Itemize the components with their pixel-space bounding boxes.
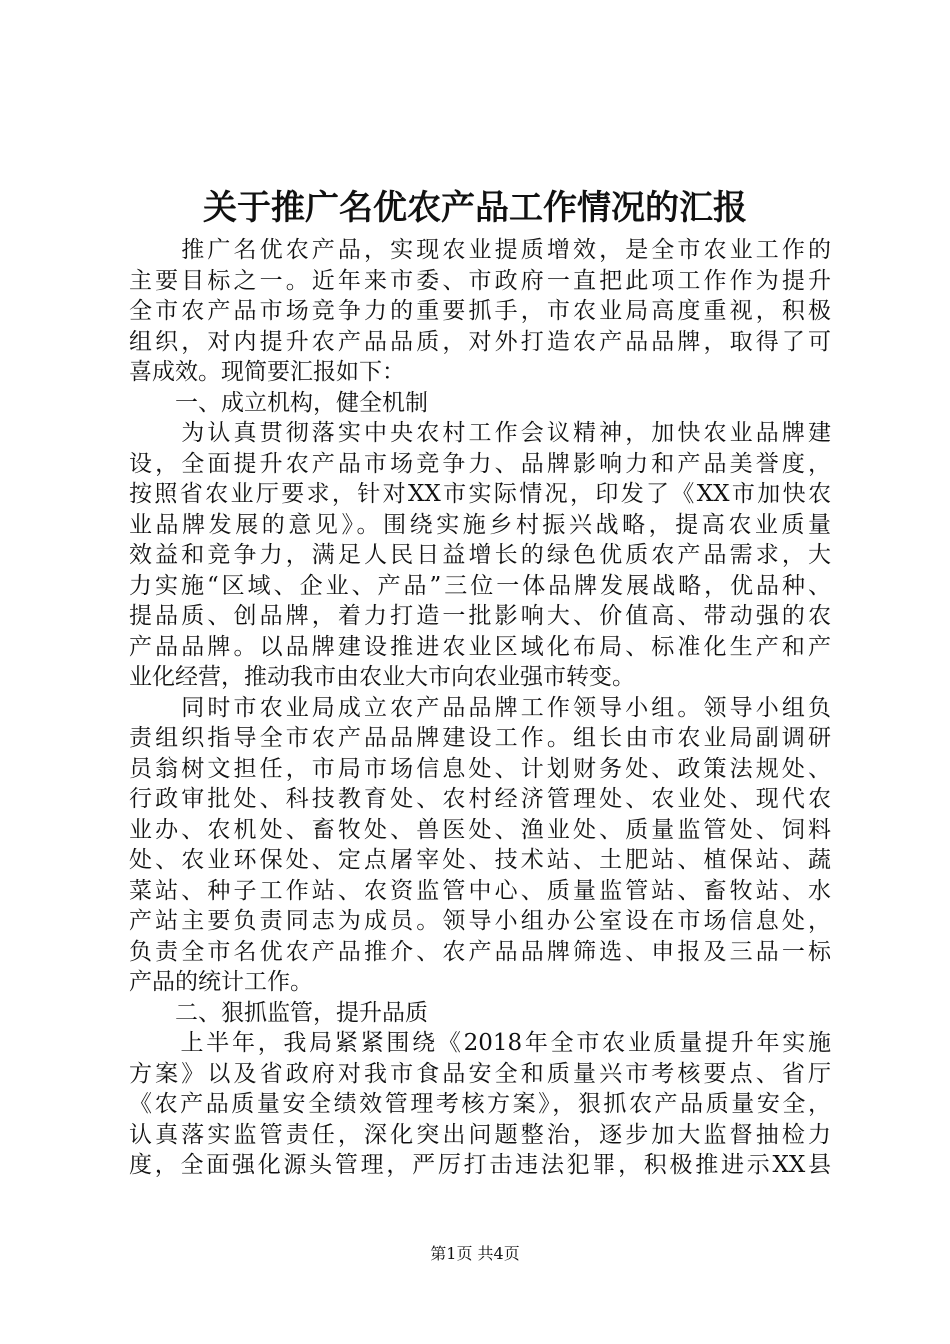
text-line: 设，全面提升农产品市场竞争力、品牌影响力和产品美誉度， [129,450,831,477]
text-line: 同时市农业局成立农产品品牌工作领导小组。领导小组负 [129,694,831,721]
text-line: 力实施“区域、企业、产品”三位一体品牌发展战略，优品种、 [129,572,831,599]
text-line: 认真落实监管责任，深化突出问题整治，逐步加大监督抽检力 [129,1121,831,1148]
text-line: 推广名优农产品，实现农业提质增效，是全市农业工作的 [129,237,831,263]
text-line: 方案》以及省政府对我市食品安全和质量兴市考核要点、省厅 [129,1060,831,1087]
text-line: 上半年，我局紧紧围绕《2018年全市农业质量提升年实施 [129,1030,831,1056]
document-title: 关于推广名优农产品工作情况的汇报 [203,188,747,228]
text-line: 组织，对内提升农产品品质，对外打造农产品品牌，取得了可 [129,328,831,355]
text-line: 行政审批处、科技教育处、农村经济管理处、农业处、现代农 [129,786,831,812]
text-line: 产品品牌。以品牌建设推进农业区域化布局、标准化生产和产 [129,633,831,660]
text-line: 度，全面强化源头管理，严厉打击违法犯罪，积极推进示XX县 [129,1152,831,1178]
text-line: 产站主要负责同志为成员。领导小组办公室设在市场信息处， [129,908,831,934]
text-line: 业化经营，推动我市由农业大市向农业强市转变。 [129,664,635,690]
text-line: 按照省农业厅要求，针对XX市实际情况，印发了《XX市加快农 [129,481,831,507]
text-line: 全市农产品市场竞争力的重要抓手，市农业局高度重视，积极 [129,298,831,324]
text-line: 二、狠抓监管，提升品质 [129,999,428,1026]
text-line: 业办、农机处、畜牧处、兽医处、渔业处、质量监管处、饲料 [129,816,831,843]
page-footer: 第1页 共4页 [430,1244,520,1263]
text-line: 员翁树文担任，市局市场信息处、计划财务处、政策法规处、 [129,755,831,782]
document-body [129,235,831,1181]
text-line: 提品质、创品牌，着力打造一批影响大、价值高、带动强的农 [129,603,831,629]
text-line: 一、成立机构，健全机制 [129,389,428,416]
text-line: 喜成效。现简要汇报如下： [129,359,405,385]
text-line: 菜站、种子工作站、农资监管中心、质量监管站、畜牧站、水 [129,877,831,904]
text-line: 效益和竞争力，满足人民日益增长的绿色优质农产品需求，大 [129,542,831,568]
text-line: 负责全市名优农产品推介、农产品品牌筛选、申报及三品一标 [129,938,831,965]
text-line: 《农产品质量安全绩效管理考核方案》，狠抓农产品质量安全， [129,1091,831,1117]
text-line: 责组织指导全市农产品品牌建设工作。组长由市农业局副调研 [129,725,831,751]
text-line: 产品的统计工作。 [129,969,313,995]
text-line: 处、农业环保处、定点屠宰处、技术站、土肥站、植保站、蔬 [129,847,831,873]
text-line: 业品牌发展的意见》。围绕实施乡村振兴战略，提高农业质量 [129,511,831,538]
text-line: 为认真贯彻落实中央农村工作会议精神，加快农业品牌建 [129,420,831,446]
text-line: 主要目标之一。近年来市委、市政府一直把此项工作作为提升 [129,267,831,294]
